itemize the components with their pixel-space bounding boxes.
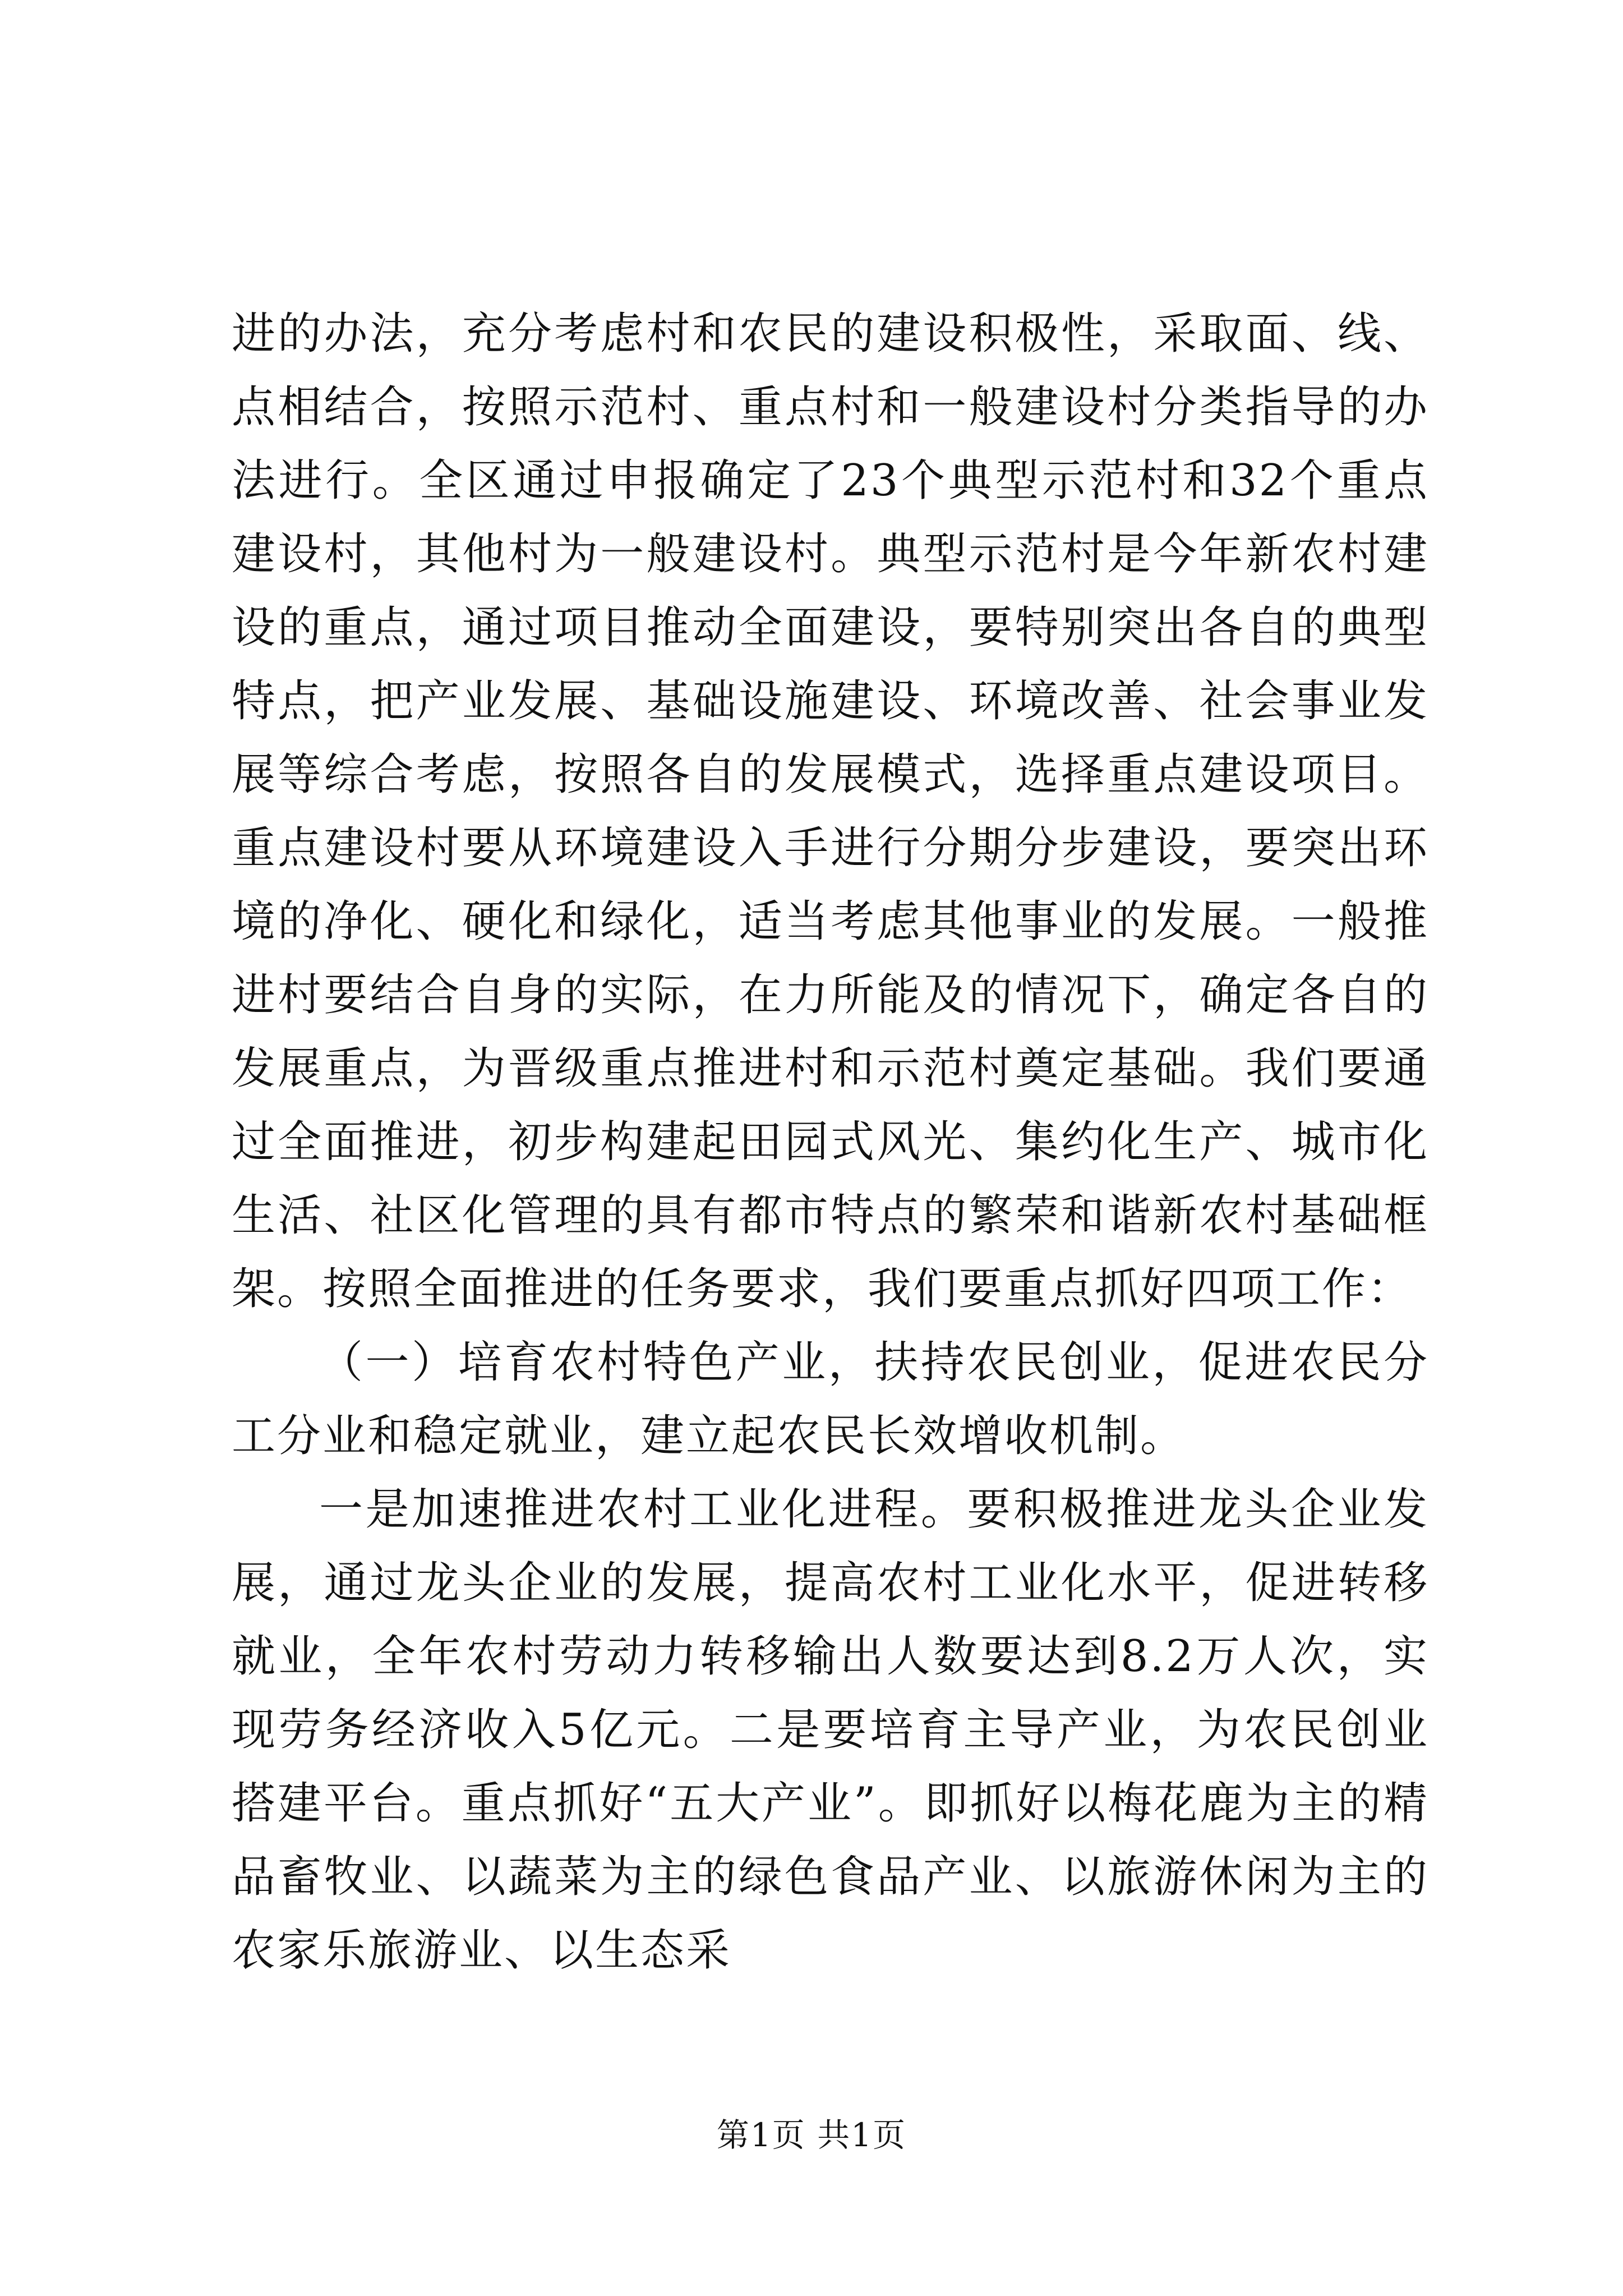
section-heading-one: （一）培育农村特色产业，扶持农民创业，促进农民分工分业和稳定就业，建立起农民长效增收机制。: [232, 1337, 1429, 1461]
paragraph-continuation: 进的办法，充分考虑村和农民的建设积极性，采取面、线、点相结合，按照示范村、重点村和一般建设村分类指导的办法进行。全区通过申报确定了23个典型示范村和32个重点建设村，其他村为一般建设村。典型示范村是今年新农村建设的重点，通过项目推动全面建设，要特别突出各自的典型特点，把产业发展、基础设施建设、环境改善、社会事业发展等综合考虑，按照各自的发展模式，选择重点建设项目。重点建设村要从环境建设入手进行分期分步建设，要突出环境的净化、硬化和绿化，适当考虑其他事业的发展。一般推进村要结合自身的实际，在力所能及的情况下，确定各自的发展重点，为晋级重点推进村和示范村奠定基础。我们要通过全面推进，初步构建起田园式风光、集约化生产、城市化生活、社区化管理的具有都市特点的繁荣和谐新农村基础框架。按照全面推进的任务要求，我们要重点抓好四项工作：: [232, 309, 1429, 1314]
page-footer: 第1页 共1页: [716, 2116, 907, 2154]
body-text: [232, 297, 1429, 1987]
paragraph-industrialization: 一是加速推进农村工业化进程。要积极推进龙头企业发展，通过龙头企业的发展，提高农村工业化水平，促进转移就业，全年农村劳动力转移输出人数要达到8.2万人次，实现劳务经济收入5亿元。二是要培育主导产业，为农民创业搭建平台。重点抓好“五大产业”。即抓好以梅花鹿为主的精品畜牧业、以蔬菜为主的绿色食品产业、以旅游休闲为主的农家乐旅游业、以生态采: [232, 1484, 1429, 1976]
